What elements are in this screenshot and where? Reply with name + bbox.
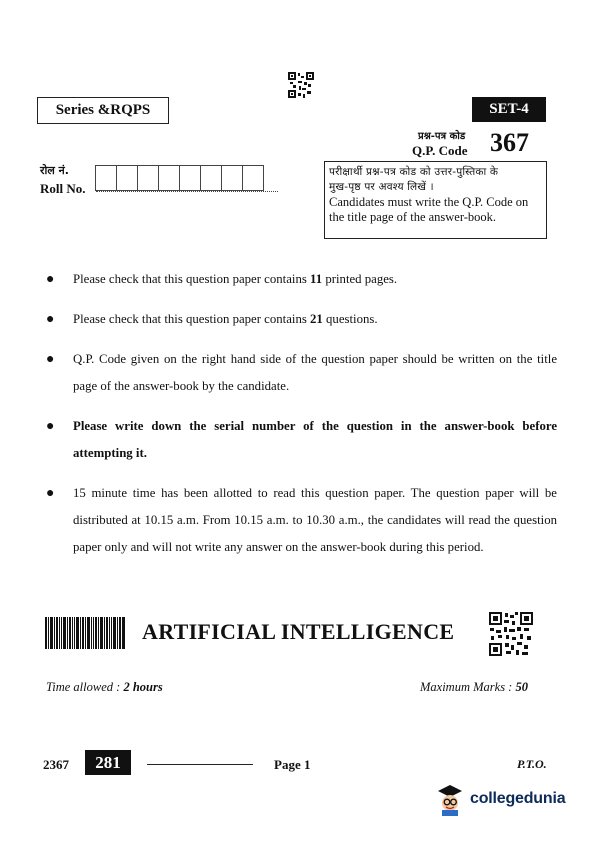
watermark-text: collegedunia	[470, 790, 566, 807]
bullet-icon: ●	[46, 312, 55, 327]
bullet-icon: ●	[46, 486, 55, 501]
instruction-text: Please check that this question paper contains	[73, 272, 311, 286]
watermark	[434, 782, 565, 816]
marks-value: 50	[515, 680, 528, 694]
instruction-hindi-line1: परीक्षार्थी प्रश्न-पत्र कोड को उत्तर-पुस्तिका के	[329, 166, 499, 178]
bullet-icon: ●	[46, 352, 55, 367]
paper-code: 2367	[43, 757, 69, 772]
qp-code-label: Q.P. Code	[412, 143, 468, 158]
barcode-icon	[45, 617, 125, 649]
roll-label: Roll No.	[40, 181, 86, 196]
subject-title: ARTIFICIAL INTELLIGENCE	[142, 619, 455, 644]
page-number: Page 1	[274, 757, 311, 772]
qp-code-number: 367	[490, 128, 529, 157]
question-count: 21	[310, 312, 323, 326]
instruction-english: Candidates must write the Q.P. Code on the title page of the answer-book.	[329, 195, 529, 224]
instruction-text: printed pages.	[322, 272, 398, 286]
instruction-box	[324, 161, 547, 239]
roll-digit-box	[158, 165, 180, 191]
qr-code-icon	[288, 72, 314, 98]
instruction-item	[42, 306, 557, 333]
time-value: 2 hours	[123, 680, 163, 694]
instructions-list	[42, 266, 557, 561]
roll-digit-box	[95, 165, 117, 191]
paper-code-badge: 281	[85, 750, 131, 775]
marks-label: Maximum Marks :	[420, 680, 516, 694]
collegedunia-mascot-icon	[434, 782, 466, 816]
time-label: Time allowed :	[46, 680, 124, 694]
roll-number-boxes	[96, 165, 264, 191]
series-label: Series &RQPS	[37, 97, 169, 124]
instruction-item	[42, 266, 557, 293]
roll-digit-box	[116, 165, 138, 191]
roll-digit-box	[221, 165, 243, 191]
instruction-item	[42, 346, 557, 400]
qr-code-icon	[489, 612, 533, 656]
instruction-item	[42, 413, 557, 467]
instruction-text: 15 minute time has been allotted to read this question paper. The question paper will be distributed at 10.15 a.m. From 10.15 a.m. to 10.30 a.m., the candidates will read the question paper only and will not write any answer on the answer-book during this period.	[73, 486, 557, 554]
roll-label-hindi: रोल नं.	[40, 164, 69, 177]
qp-code-hindi-label: प्रश्न-पत्र कोड	[418, 131, 466, 142]
instruction-item	[42, 480, 557, 561]
bullet-icon: ●	[46, 272, 55, 287]
instruction-text: questions.	[322, 312, 378, 326]
bullet-icon: ●	[46, 419, 55, 434]
instruction-hindi-line2: मुख-पृष्ठ पर अवश्य लिखें ।	[329, 181, 434, 193]
instruction-text: Please check that this question paper contains	[73, 312, 311, 326]
roll-digit-box	[179, 165, 201, 191]
maximum-marks	[420, 680, 528, 695]
page-count: 11	[310, 272, 323, 286]
set-badge: SET-4	[472, 97, 546, 122]
pto-label: P.T.O.	[517, 757, 547, 771]
roll-digit-box	[200, 165, 222, 191]
roll-dotted-line	[96, 191, 278, 192]
instruction-text: Please write down the serial number of the question in the answer-book before attempting it.	[73, 419, 557, 460]
time-allowed	[46, 680, 163, 695]
roll-digit-box	[137, 165, 159, 191]
instruction-text: Q.P. Code given on the right hand side of the question paper should be written on the title page of the answer-book by the candidate.	[73, 352, 557, 393]
footer-divider	[147, 764, 253, 765]
roll-digit-box	[242, 165, 264, 191]
